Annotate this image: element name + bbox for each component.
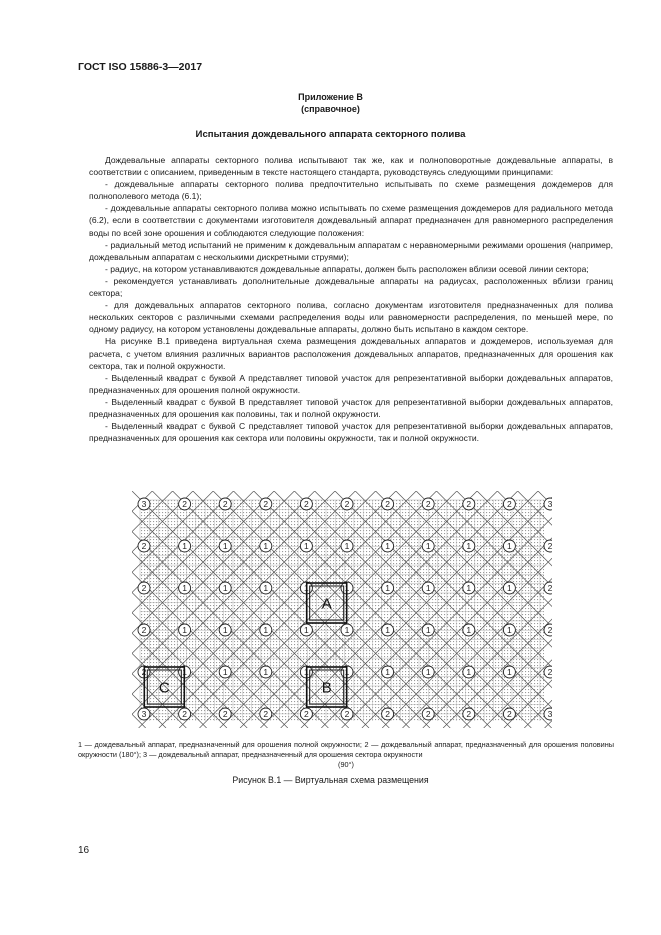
- sprinkler-marker-label: 2: [507, 709, 512, 720]
- sprinkler-layout-figure: [132, 491, 552, 728]
- sprinkler-marker-label: 1: [425, 541, 431, 552]
- square-c-label: C: [158, 679, 170, 697]
- paragraph: Дождевальные аппараты секторного полива испытывают так же, как и полноповоротные дождевальные аппараты, в соответствии с описанием, приведенным в тексте настоящего стандарта, руководствуясь следующими принципами:: [89, 155, 613, 178]
- sprinkler-marker-label: 2: [547, 625, 552, 636]
- sprinkler-marker-label: 1: [182, 625, 187, 636]
- sprinkler-marker-label: 1: [222, 541, 228, 552]
- sprinkler-marker-label: 2: [547, 667, 552, 678]
- sprinkler-marker-label: 1: [222, 667, 228, 678]
- sprinkler-marker-label: 1: [222, 625, 228, 636]
- sprinkler-marker-label: 1: [385, 583, 390, 594]
- sprinkler-marker-label: 3: [547, 499, 552, 510]
- sprinkler-marker-label: 1: [344, 625, 350, 636]
- paragraph: - Выделенный квадрат с буквой C представляет типовой участок для репрезентативной выборки дождевальных аппаратов, предназначенных для орошения как сектора или половины окружности, так и полной окружности.: [89, 421, 613, 444]
- paragraph: - рекомендуется устанавливать дополнительные дождевальные аппараты на радиусах, расположенных вблизи границ сектора;: [89, 275, 613, 299]
- sprinkler-marker-label: 1: [507, 667, 512, 678]
- sprinkler-marker-label: 2: [547, 541, 552, 552]
- sprinkler-marker-label: 1: [263, 625, 269, 636]
- sprinkler-marker-label: 2: [425, 709, 431, 720]
- sprinkler-marker-label: 1: [385, 541, 390, 552]
- sprinkler-marker-label: 2: [466, 499, 472, 510]
- document-header: ГОСТ ISO 15886-3—2017: [78, 61, 203, 73]
- sprinkler-marker-label: 2: [222, 709, 228, 720]
- sprinkler-marker-label: 1: [425, 667, 431, 678]
- appendix-type: (справочное): [301, 104, 360, 114]
- sprinkler-marker-label: 1: [304, 625, 309, 636]
- sprinkler-marker-label: 2: [385, 709, 390, 720]
- sprinkler-marker-label: 1: [222, 583, 228, 594]
- legend-last: (90°): [338, 760, 354, 769]
- sprinkler-marker-label: 2: [141, 541, 147, 552]
- body-text: [89, 154, 613, 444]
- sprinkler-marker-label: 2: [304, 709, 309, 720]
- square-b-label: B: [321, 679, 332, 697]
- sprinkler-marker-label: 1: [344, 667, 350, 678]
- paragraph: - радиус, на котором устанавливаются дождевальные аппараты, должен быть расположен вблизи осевой линии сектора;: [105, 263, 589, 274]
- sprinkler-marker-label: 1: [507, 583, 512, 594]
- sprinkler-marker-label: 1: [385, 667, 390, 678]
- sprinkler-marker-label: 3: [547, 709, 552, 720]
- paragraph: - дождевальные аппараты секторного полива предпочтительно испытывать по схеме размещения дождемеров для полнополевого метода (6.1);: [89, 179, 613, 202]
- paragraph: - радиальный метод испытаний не применим к дождевальным аппаратам с неравномерными режимами орошения (например, дождевальным аппаратам с несколькими дискретными струями);: [89, 239, 613, 262]
- legend-text: 1 — дождевальный аппарат, предназначенный для орошения полной окружности; 2 — дождевальный аппарат, предназначенный для орошения половины окружности (180°); 3 — дождевальный аппарат, предназначенный для орошения сектора окружности: [78, 740, 614, 759]
- paragraph: - Выделенный квадрат с буквой A представляет типовой участок для репрезентативной выборки дождевальных аппаратов, предназначенных для орошения полной окружности.: [89, 372, 613, 395]
- sprinkler-marker-label: 2: [507, 499, 512, 510]
- sprinkler-marker-label: 1: [304, 541, 309, 552]
- sprinkler-marker-label: 1: [182, 541, 187, 552]
- page-number: 16: [78, 845, 90, 856]
- sprinkler-marker-label: 2: [263, 499, 269, 510]
- sprinkler-marker-label: 1: [304, 667, 309, 678]
- figure-caption: Рисунок В.1 — Виртуальная схема размещения: [232, 775, 429, 785]
- sprinkler-marker-label: 1: [466, 541, 472, 552]
- figure-legend: [78, 740, 614, 770]
- sprinkler-marker-label: 1: [344, 583, 350, 594]
- sprinkler-marker-label: 1: [263, 667, 269, 678]
- sprinkler-marker-label: 1: [425, 583, 431, 594]
- sprinkler-marker-label: 3: [141, 499, 147, 510]
- sprinkler-marker-label: 2: [385, 499, 390, 510]
- sprinkler-marker-label: 2: [547, 583, 552, 594]
- sprinkler-marker-label: 2: [425, 499, 431, 510]
- appendix-title: Приложение В: [298, 92, 363, 102]
- sprinkler-marker-label: 2: [182, 709, 187, 720]
- paragraph: - для дождевальных аппаратов секторного полива, согласно документам изготовителя предназначенных для полива нескольких секторов с различными схемами распределения воды или равномерности распределения, по меньшей мере, по одному радиусу, на котором установлены дождевальные аппараты, должно быть испытано в каждом секторе.: [89, 300, 613, 335]
- section-heading: Испытания дождевального аппарата секторного полива: [195, 129, 466, 140]
- sprinkler-marker-label: 2: [344, 499, 350, 510]
- sprinkler-marker-label: 2: [222, 499, 228, 510]
- sprinkler-marker-label: 2: [344, 709, 350, 720]
- sprinkler-marker-label: 1: [466, 583, 472, 594]
- square-a-label: A: [321, 595, 332, 613]
- sprinkler-marker-label: 2: [263, 709, 269, 720]
- sprinkler-marker-label: 1: [466, 667, 472, 678]
- paragraph: - Выделенный квадрат с буквой B представляет типовой участок для репрезентативной выборки дождевальных аппаратов, предназначенных для орошения как половины, так и полной окружности.: [89, 396, 613, 419]
- sprinkler-marker-label: 1: [466, 625, 472, 636]
- sprinkler-marker-label: 2: [141, 667, 147, 678]
- sprinkler-marker-label: 1: [344, 541, 350, 552]
- sprinkler-marker-label: 1: [507, 625, 512, 636]
- paragraph: - дождевальные аппараты секторного полива можно испытывать по схеме размещения дождемеров для радиального метода (6.2), если в соответствии с документами изготовителя дождевальный аппарат предназначен для равномерного распределения воды по всей зоне орошения и соблюдаются следующие положения:: [89, 203, 613, 238]
- sprinkler-marker-label: 1: [385, 625, 390, 636]
- sprinkler-marker-label: 1: [263, 541, 269, 552]
- sprinkler-marker-label: 2: [182, 499, 187, 510]
- sprinkler-marker-label: 1: [182, 583, 187, 594]
- sprinkler-marker-label: 1: [263, 583, 269, 594]
- layout-diagram: [132, 491, 552, 728]
- sprinkler-marker-label: 1: [304, 583, 309, 594]
- sprinkler-marker-label: 1: [507, 541, 512, 552]
- sprinkler-marker-label: 2: [304, 499, 309, 510]
- sprinkler-marker-label: 1: [182, 667, 187, 678]
- sprinkler-marker-label: 2: [141, 583, 147, 594]
- sprinkler-marker-label: 1: [425, 625, 431, 636]
- coverage-line: [545, 491, 552, 728]
- sprinkler-marker-label: 2: [466, 709, 472, 720]
- sprinkler-marker-label: 3: [141, 709, 147, 720]
- sprinkler-marker-label: 2: [141, 625, 147, 636]
- paragraph: На рисунке В.1 приведена виртуальная схема размещения дождевальных аппаратов и дождемеров, используемая для расчета, с учетом влияния различных вариантов расположения дождевальных аппаратов, предназначенных для орошения как сектора, так и полной окружности.: [89, 336, 613, 371]
